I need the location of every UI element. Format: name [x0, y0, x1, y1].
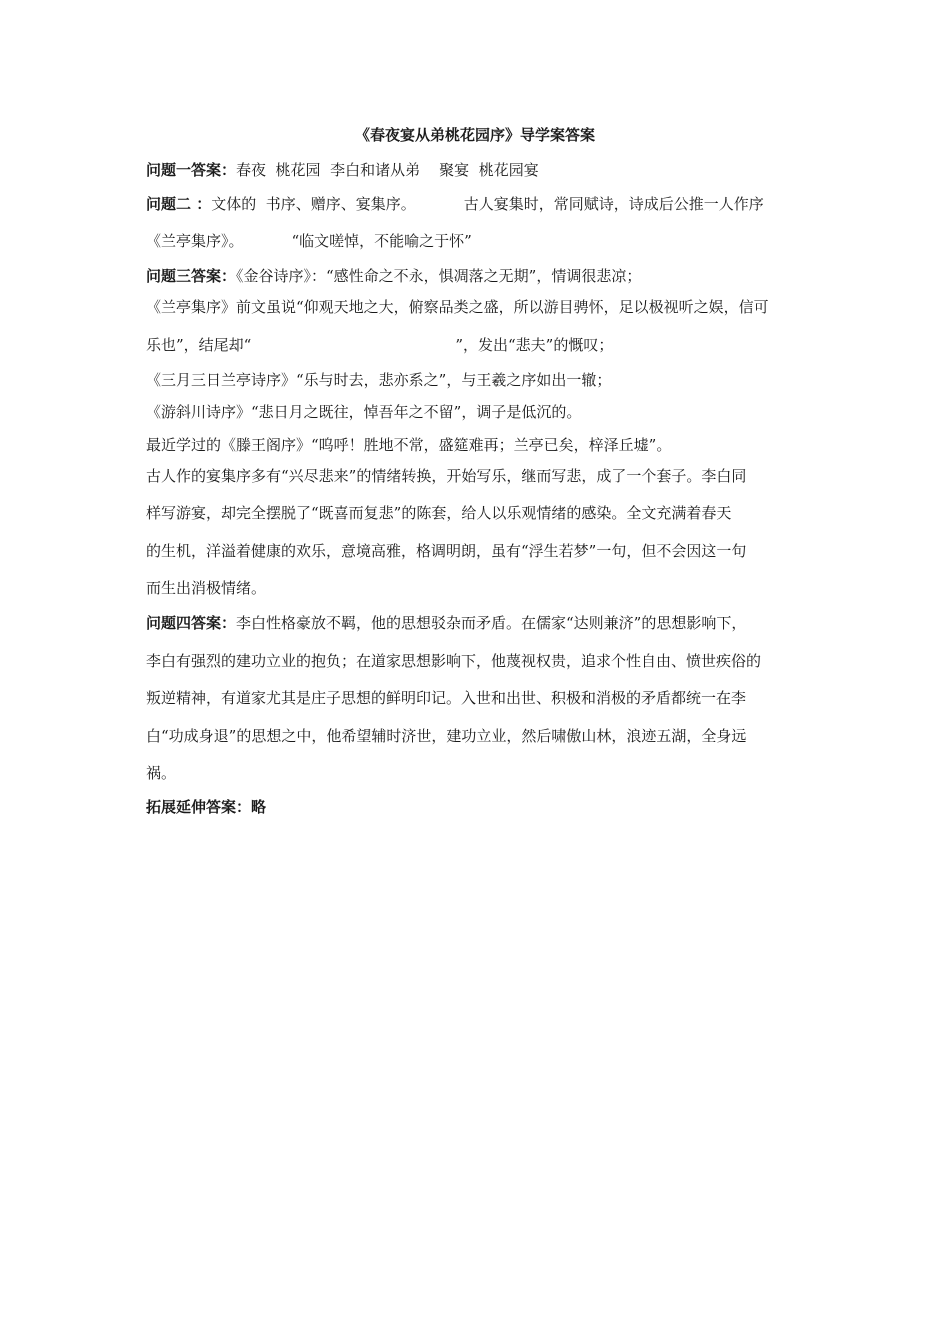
answer-2-line2-a: 《兰亭集序》。 [146, 232, 244, 250]
answer-3-line3-b: ”，发出“悲夫”的慨叹； [455, 336, 614, 354]
answer-2-text-b: 古人宴集时，常同赋诗，诗成后公推一人作序 [463, 195, 764, 213]
answer-4-line-1 [146, 613, 810, 635]
answer-2-text-a: 文体的 书序、赠序、宴集序。 [211, 195, 416, 213]
answer-4-line-5: 祸。 [146, 764, 177, 782]
answer-3-line-4: 《三月三日兰亭诗序》“乐与时去，悲亦系之”，与王羲之序如出一辙； [146, 371, 612, 389]
extension-answer [146, 797, 810, 819]
extension-label: 拓展延伸答案：略 [146, 798, 267, 816]
answer-2-line-1 [146, 194, 810, 216]
answer-3-line-2: 《兰亭集序》前文虽说“仰观天地之大，俯察品类之盛，所以游目骋怀，足以极视听之娱，信可 [146, 298, 769, 316]
answer-3-line3-a: 乐也”，结尾却“ [146, 336, 252, 354]
answer-2-line-2 [146, 231, 810, 253]
answer-3-line-10: 而生出消极情绪。 [146, 579, 267, 597]
answer-1-text: 春夜 桃花园 李白和诸从弟 聚宴 桃花园宴 [236, 161, 539, 179]
answer-3-text: 《金谷诗序》：“感性命之不永，惧凋落之无期”，情调很悲凉； [236, 267, 642, 285]
answer-4-line-4: 白“功成身退”的思想之中，他希望辅时济世，建功立业，然后啸傲山林，浪迹五湖，全身远 [146, 727, 747, 745]
answer-4-line-3: 叛逆精神，有道家尤其是庄子思想的鲜明印记。入世和出世、积极和消极的矛盾都统一在李 [146, 689, 747, 707]
answer-1-label: 问题一答案： [146, 161, 237, 179]
answer-2-line2-b: “临文嗟悼，不能喻之于怀” [291, 232, 472, 250]
answer-3-line-1 [146, 266, 810, 288]
answer-4-text: 李白性格豪放不羁，他的思想驳杂而矛盾。在儒家“达则兼济”的思想影响下， [236, 614, 747, 632]
answer-1 [146, 160, 810, 182]
answer-3-label: 问题三答案： [146, 267, 237, 285]
answer-4-label: 问题四答案： [146, 614, 237, 632]
answer-3-line-8: 样写游宴，却完全摆脱了“既喜而复悲”的陈套，给人以乐观情绪的感染。全文充满着春天 [146, 504, 732, 522]
answer-3-line-7: 古人作的宴集序多有“兴尽悲来”的情绪转换，开始写乐，继而写悲，成了一个套子。李白同 [146, 467, 747, 485]
answer-3-line-3 [146, 335, 810, 357]
answer-3-line-9: 的生机，洋溢着健康的欢乐，意境高雅，格调明朗，虽有“浮生若梦”一句，但不会因这一句 [146, 542, 747, 560]
answer-3-line-6: 最近学过的《滕王阁序》“呜呼！胜地不常，盛筵难再；兰亭已矣，梓泽丘墟”。 [146, 436, 672, 454]
answer-2-label: 问题二 ： [146, 195, 212, 213]
answer-3-line-5: 《游斜川诗序》“悲日月之既往，悼吾年之不留”，调子是低沉的。 [146, 403, 582, 421]
answer-4-line-2: 李白有强烈的建功立业的抱负；在道家思想影响下，他蔑视权贵，追求个性自由、愤世疾俗的 [146, 652, 762, 670]
document-title: 《春夜宴从弟桃花园序》导学案答案 [354, 126, 595, 144]
